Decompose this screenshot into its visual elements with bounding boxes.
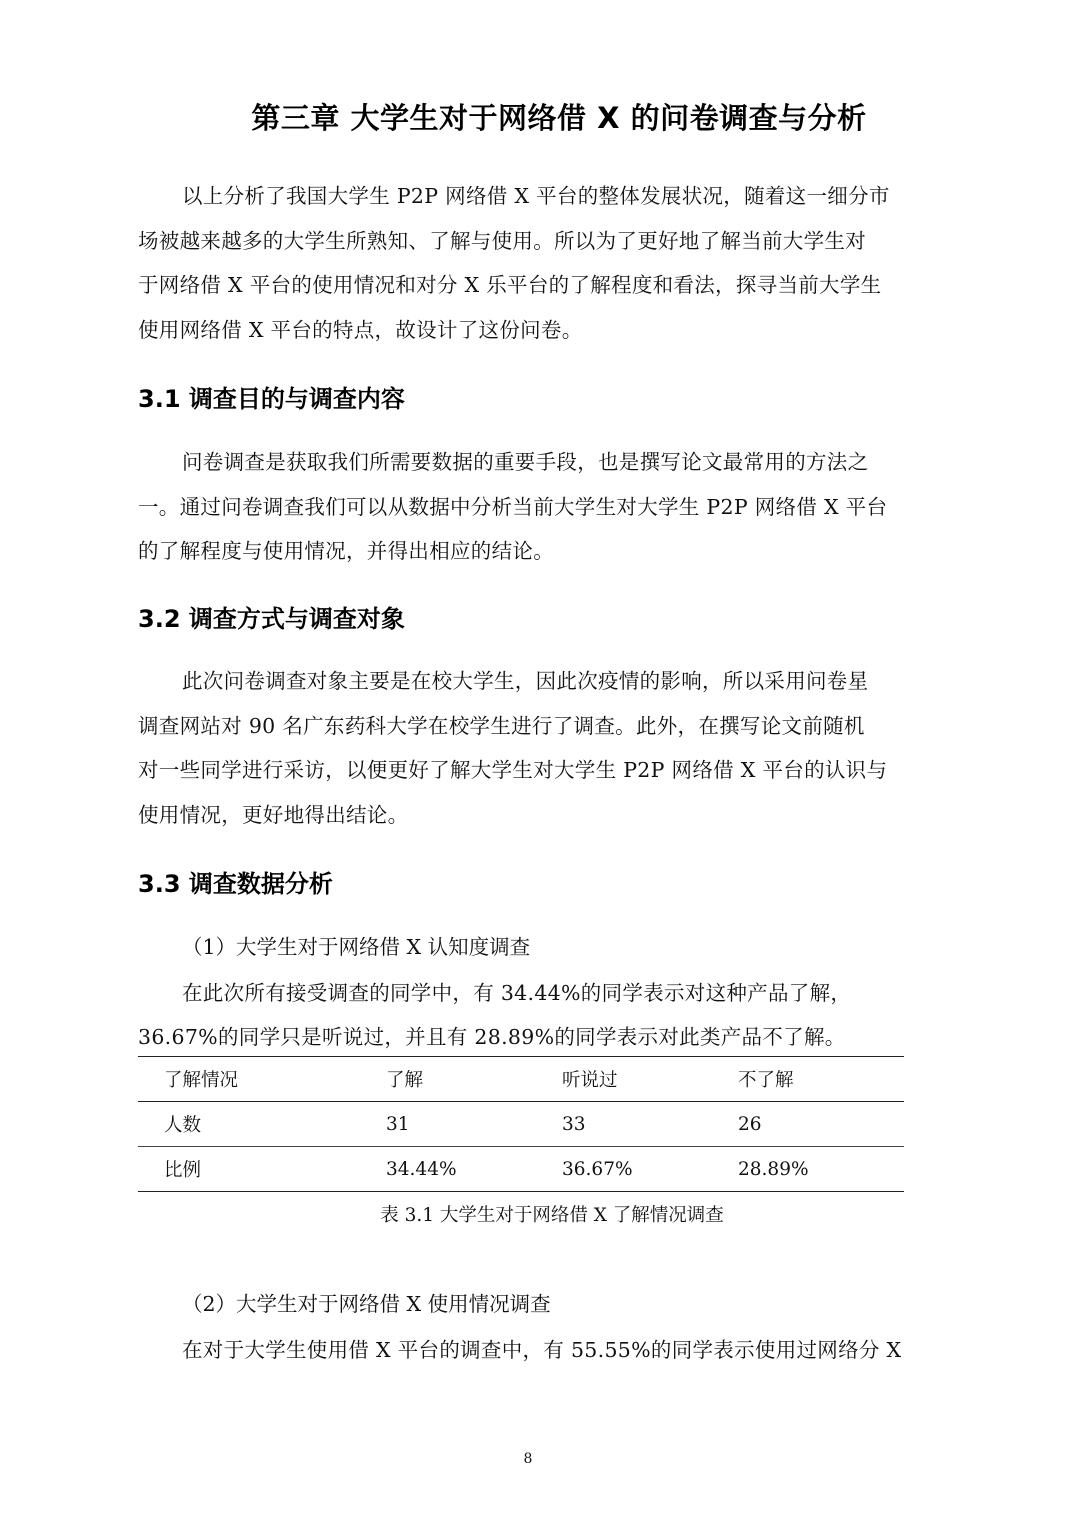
s32-line-1: 此次问卷调查对象主要是在校大学生，因此次疫情的影响，所以采用问卷星 [182, 669, 869, 693]
table-cell: 36.67% [562, 1158, 633, 1180]
s32-line-2: 调查网站对 90 名广东药科大学在校学生进行了调查。此外，在撰写论文前随机 [138, 713, 865, 738]
subsection-1-title: （1）大学生对于网络借 X 认知度调查 [182, 935, 531, 959]
table-cell: 比例 [164, 1160, 202, 1181]
sub1-line-1: 在此次所有接受调查的同学中，有 34.44%的同学表示对这种产品了解， [182, 981, 852, 1005]
s31-line-2: 一。通过问卷调查我们可以从数据中分析当前大学生对大学生 P2P 网络借 X 平台 [138, 494, 888, 519]
sub2-line-1: 在对于大学生使用借 X 平台的调查中，有 55.55%的同学表示使用过网络分 X [182, 1338, 902, 1362]
table-cell: 26 [738, 1113, 762, 1135]
s32-line-4: 使用情况，更好地得出结论。 [138, 802, 409, 827]
intro-line-4: 使用网络借 X 平台的特点，故设计了这份问卷。 [138, 317, 583, 342]
table-cell: 28.89% [738, 1158, 809, 1180]
table-header-cell: 听说过 [562, 1070, 618, 1091]
intro-line-2: 场被越来越多的大学生所熟知、了解与使用。所以为了更好地了解当前大学生对 [138, 228, 866, 253]
section-3-2-heading: 3.2 调查方式与调查对象 [138, 605, 405, 633]
s32-line-3: 对一些同学进行采访，以便更好了解大学生对大学生 P2P 网络借 X 平台的认识与 [138, 758, 888, 782]
s31-line-1: 问卷调查是获取我们所需要数据的重要手段，也是撰写论文最常用的方法之 [182, 450, 869, 474]
table-cell: 34.44% [386, 1158, 457, 1180]
subsection-2-title: （2）大学生对于网络借 X 使用情况调查 [182, 1292, 551, 1316]
table-row [138, 1102, 904, 1147]
s31-line-3: 的了解程度与使用情况，并得出相应的结论。 [138, 539, 554, 563]
intro-paragraph [138, 174, 924, 352]
section-3-1-paragraph [138, 440, 924, 574]
table-row [138, 1147, 904, 1192]
intro-line-3: 于网络借 X 平台的使用情况和对分 X 乐平台的了解程度和看法，探寻当前大学生 [138, 273, 882, 297]
table-header-row [138, 1057, 904, 1102]
sub1-line-2: 36.67%的同学只是听说过，并且有 28.89%的同学表示对此类产品不了解。 [138, 1025, 846, 1049]
table-caption: 表 3.1 大学生对于网络借 X 了解情况调查 [380, 1205, 724, 1226]
section-3-2-paragraph [138, 659, 924, 837]
table-header-cell: 了解情况 [164, 1070, 239, 1091]
table-cell: 人数 [164, 1115, 202, 1136]
table-header-cell: 不了解 [738, 1070, 794, 1091]
chapter-title: 第三章 大学生对于网络借 X 的问卷调查与分析 [251, 101, 867, 135]
table-header-cell: 了解 [386, 1070, 424, 1091]
page-number: 8 [523, 1451, 533, 1467]
table-cell: 33 [562, 1113, 586, 1135]
table-cell: 31 [386, 1113, 410, 1135]
section-3-3-heading: 3.3 调查数据分析 [138, 870, 333, 898]
section-3-1-heading: 3.1 调查目的与调查内容 [138, 385, 405, 413]
intro-line-1: 以上分析了我国大学生 P2P 网络借 X 平台的整体发展状况，随着这一细分市 [182, 184, 890, 208]
awareness-table [138, 1056, 904, 1192]
